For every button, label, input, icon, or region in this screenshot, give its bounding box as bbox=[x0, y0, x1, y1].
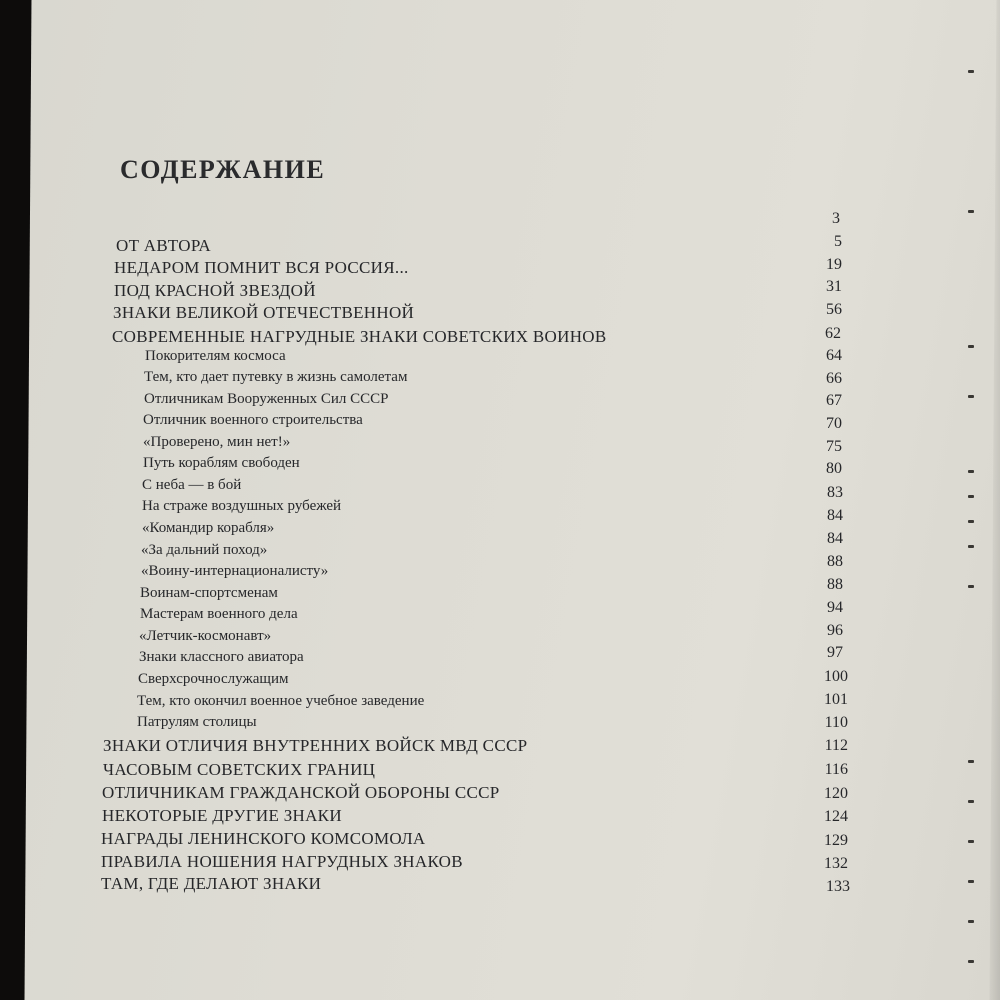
toc-page-number: 64 bbox=[826, 347, 842, 364]
toc-page-number: 70 bbox=[826, 415, 842, 432]
toc-page-number: 129 bbox=[824, 832, 848, 849]
toc-page-number: 112 bbox=[824, 737, 848, 754]
toc-page-number: 31 bbox=[826, 278, 842, 295]
stitch-mark bbox=[968, 920, 974, 923]
stitch-mark bbox=[968, 470, 974, 473]
page-edge bbox=[990, 0, 1000, 1000]
toc-subsection: «Воину-интернационалисту» bbox=[141, 563, 329, 579]
toc-subsection: Сверхсрочнослужащим bbox=[138, 671, 289, 687]
toc-subsection: Путь кораблям свободен bbox=[143, 455, 300, 471]
toc-section: ОТЛИЧНИКАМ ГРАЖДАНСКОЙ ОБОРОНЫ СССР bbox=[102, 783, 500, 802]
toc-page-number: 88 bbox=[827, 553, 843, 570]
toc-section: ПОД КРАСНОЙ ЗВЕЗДОЙ bbox=[114, 281, 316, 300]
toc-page-number: 5 bbox=[834, 233, 842, 250]
page-number-first: 3 bbox=[832, 210, 840, 227]
stitch-mark bbox=[968, 760, 974, 763]
toc-page-number: 84 bbox=[827, 507, 843, 524]
toc-section: ЗНАКИ ВЕЛИКОЙ ОТЕЧЕСТВЕННОЙ bbox=[113, 303, 415, 322]
toc-subsection: Покорителям космоса bbox=[145, 348, 286, 364]
toc-section: НЕДАРОМ ПОМНИТ ВСЯ РОССИЯ... bbox=[114, 258, 409, 277]
toc-page-number: 101 bbox=[824, 691, 848, 708]
page-title: СОДЕРЖАНИЕ bbox=[120, 155, 326, 184]
toc-subsection: Знаки классного авиатора bbox=[139, 649, 304, 665]
stitch-mark bbox=[968, 960, 974, 963]
toc-page-number: 83 bbox=[827, 484, 843, 501]
toc-subsection: «За дальний поход» bbox=[141, 542, 268, 558]
stitch-mark bbox=[968, 395, 974, 398]
toc-page-number: 80 bbox=[826, 460, 842, 477]
stitch-mark bbox=[968, 585, 974, 588]
toc-page-number: 75 bbox=[826, 438, 842, 455]
toc-page-number: 96 bbox=[827, 622, 843, 639]
stitch-mark bbox=[968, 545, 974, 548]
toc-page-number: 56 bbox=[826, 301, 842, 318]
toc-subsection: На страже воздушных рубежей bbox=[142, 498, 342, 514]
toc-subsection: Воинам-спортсменам bbox=[140, 585, 278, 601]
toc-section: СОВРЕМЕННЫЕ НАГРУДНЫЕ ЗНАКИ СОВЕТСКИХ ВОИНОВ bbox=[112, 327, 607, 346]
toc-page-number: 116 bbox=[824, 761, 848, 778]
stitch-mark bbox=[968, 345, 974, 348]
toc-page-number: 100 bbox=[824, 668, 848, 685]
toc-subsection: Мастерам военного дела bbox=[140, 606, 298, 622]
toc-page-number: 133 bbox=[826, 878, 850, 895]
toc-page-number: 66 bbox=[826, 370, 842, 387]
toc-subsection: Отличникам Вооруженных Сил СССР bbox=[144, 391, 389, 407]
toc-section: ТАМ, ГДЕ ДЕЛАЮТ ЗНАКИ bbox=[101, 874, 322, 893]
toc-page-number: 110 bbox=[824, 714, 848, 731]
toc-subsection: Тем, кто дает путевку в жизнь самолетам bbox=[144, 369, 408, 385]
toc-section: ЧАСОВЫМ СОВЕТСКИХ ГРАНИЦ bbox=[103, 760, 376, 779]
toc-subsection: С неба — в бой bbox=[142, 477, 242, 493]
toc-section: ОТ АВТОРА bbox=[116, 236, 211, 255]
toc-subsection: «Проверено, мин нет!» bbox=[143, 434, 291, 450]
toc-page-number: 132 bbox=[824, 855, 848, 872]
stitch-mark bbox=[968, 70, 974, 73]
toc-subsection: Патрулям столицы bbox=[137, 714, 257, 730]
toc-page-number: 88 bbox=[827, 576, 843, 593]
toc-page-number: 62 bbox=[825, 325, 841, 342]
stitch-mark bbox=[968, 210, 974, 213]
toc-section: ПРАВИЛА НОШЕНИЯ НАГРУДНЫХ ЗНАКОВ bbox=[101, 852, 463, 871]
toc-page-number: 19 bbox=[826, 256, 842, 273]
stitch-mark bbox=[968, 880, 974, 883]
toc-subsection: «Летчик-космонавт» bbox=[139, 628, 272, 644]
toc-subsection: «Командир корабля» bbox=[142, 520, 275, 536]
toc-section: ЗНАКИ ОТЛИЧИЯ ВНУТРЕННИХ ВОЙСК МВД СССР bbox=[103, 736, 528, 755]
toc-section: НАГРАДЫ ЛЕНИНСКОГО КОМСОМОЛА bbox=[101, 829, 426, 848]
toc-page-number: 94 bbox=[827, 599, 843, 616]
toc-section: НЕКОТОРЫЕ ДРУГИЕ ЗНАКИ bbox=[102, 806, 342, 825]
toc-page-number: 120 bbox=[824, 785, 848, 802]
stitch-mark bbox=[968, 840, 974, 843]
toc-page-number: 124 bbox=[824, 808, 848, 825]
stitch-mark bbox=[968, 520, 974, 523]
toc-subsection: Отличник военного строительства bbox=[143, 412, 363, 428]
toc-page-number: 67 bbox=[826, 392, 842, 409]
toc-subsection: Тем, кто окончил военное учебное заведение bbox=[137, 693, 425, 709]
toc-page-number: 97 bbox=[827, 644, 843, 661]
stitch-mark bbox=[968, 495, 974, 498]
stitch-mark bbox=[968, 800, 974, 803]
toc-page-number: 84 bbox=[827, 530, 843, 547]
